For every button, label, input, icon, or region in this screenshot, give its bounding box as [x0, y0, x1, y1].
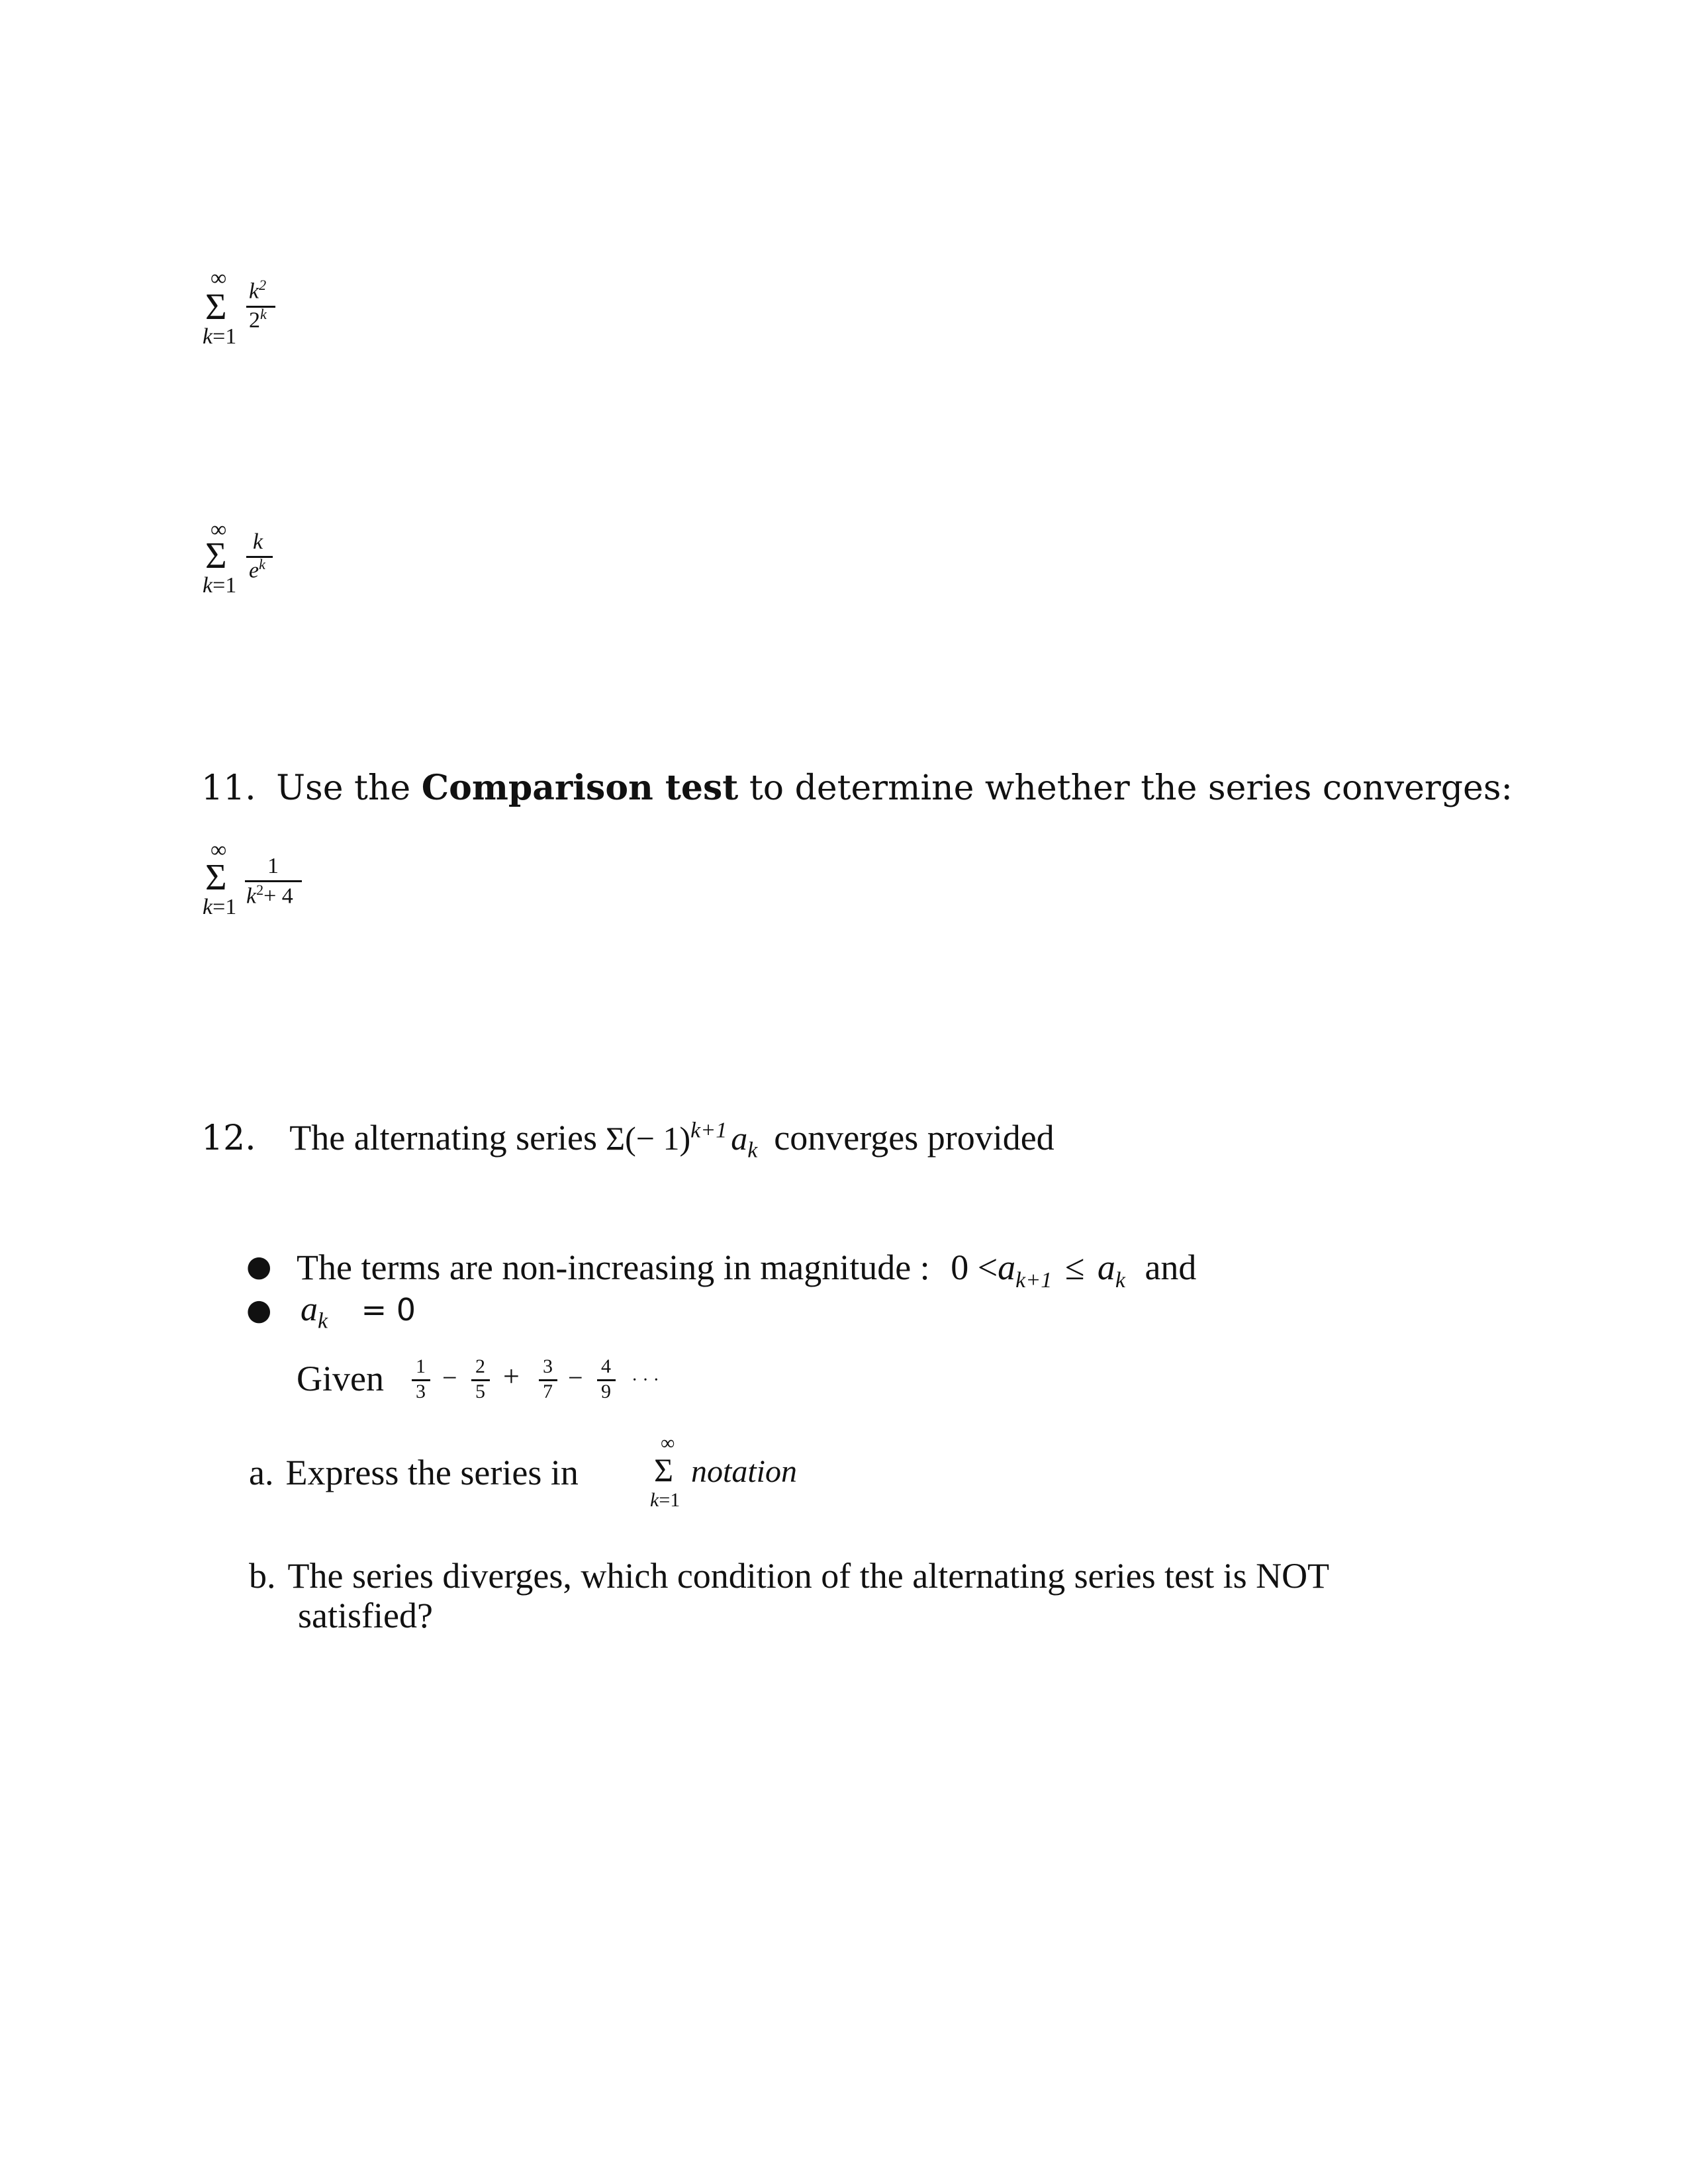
fraction-numerator: 1	[416, 1355, 426, 1377]
ellipsis: · · ·	[632, 1370, 659, 1390]
fraction-numerator: $k^2$	[249, 277, 267, 304]
question-11	[201, 768, 1513, 808]
operator-minus: −	[442, 1363, 457, 1392]
part-a-text: a. Express the series in	[249, 1453, 579, 1492]
question-text-start: Use the	[276, 768, 411, 808]
fraction-denominator: $e^k$	[249, 556, 265, 583]
sum-lower-limit: k=1	[203, 895, 237, 919]
question-number: 12.	[201, 1118, 256, 1158]
fraction-denominator: 9	[601, 1381, 611, 1402]
fraction-denominator: 3	[416, 1381, 426, 1402]
question-text-end: to determine whether the series converges:	[749, 768, 1513, 808]
bullet-condition-2: $a_k = 0$	[301, 1291, 416, 1334]
comparison-test-term: Comparison test	[421, 768, 739, 808]
sum-lower-limit: k=1	[203, 324, 237, 349]
fraction-denominator: 5	[475, 1381, 485, 1402]
question-text: The alternating series $\Sigma(- 1)^{k+1}$ $a_k$ converges provided	[289, 1118, 1055, 1163]
sum-upper-limit: ∞	[211, 838, 227, 862]
question-12	[201, 1117, 1055, 1163]
sum-lower-limit: k=1	[650, 1489, 680, 1511]
sum-upper-limit: ∞	[211, 518, 227, 542]
fraction-denominator: 7	[543, 1381, 553, 1402]
part-b-line-2: satisfied?	[298, 1596, 433, 1635]
fraction-numerator: 2	[475, 1355, 485, 1377]
operator-plus: +	[503, 1360, 520, 1392]
fraction-numerator: k	[253, 529, 263, 554]
sum-lower-limit: k=1	[203, 573, 237, 598]
fraction-numerator: 3	[543, 1355, 553, 1377]
part-b-line-1: b. The series diverges, which condition of the alternating series test is NOT	[249, 1556, 1330, 1596]
given-label: Given	[297, 1359, 384, 1398]
sigma-symbol: Σ	[205, 287, 227, 328]
bullet-dot: ●	[246, 1250, 272, 1283]
sum-upper-limit: ∞	[211, 266, 227, 291]
notation-word: notation	[691, 1454, 798, 1489]
fraction-denominator: 2$^k$	[249, 306, 267, 333]
fraction-numerator: 1	[267, 854, 279, 878]
fraction-denominator: $k^2+ 4$	[246, 882, 293, 909]
sigma-symbol: Σ	[205, 535, 227, 576]
bullet-dot: ●	[246, 1293, 272, 1327]
fraction-numerator: 4	[601, 1355, 611, 1377]
operator-minus: −	[568, 1363, 583, 1392]
bullet-condition-1: The terms are non-increasing in magnitude : $0 <a_{k+1} \le a_k$ and	[297, 1248, 1197, 1293]
sigma-symbol: Σ	[205, 857, 227, 898]
sigma-symbol: Σ	[654, 1451, 674, 1488]
question-number: 11.	[201, 768, 256, 808]
sum-upper-limit: ∞	[661, 1432, 675, 1454]
